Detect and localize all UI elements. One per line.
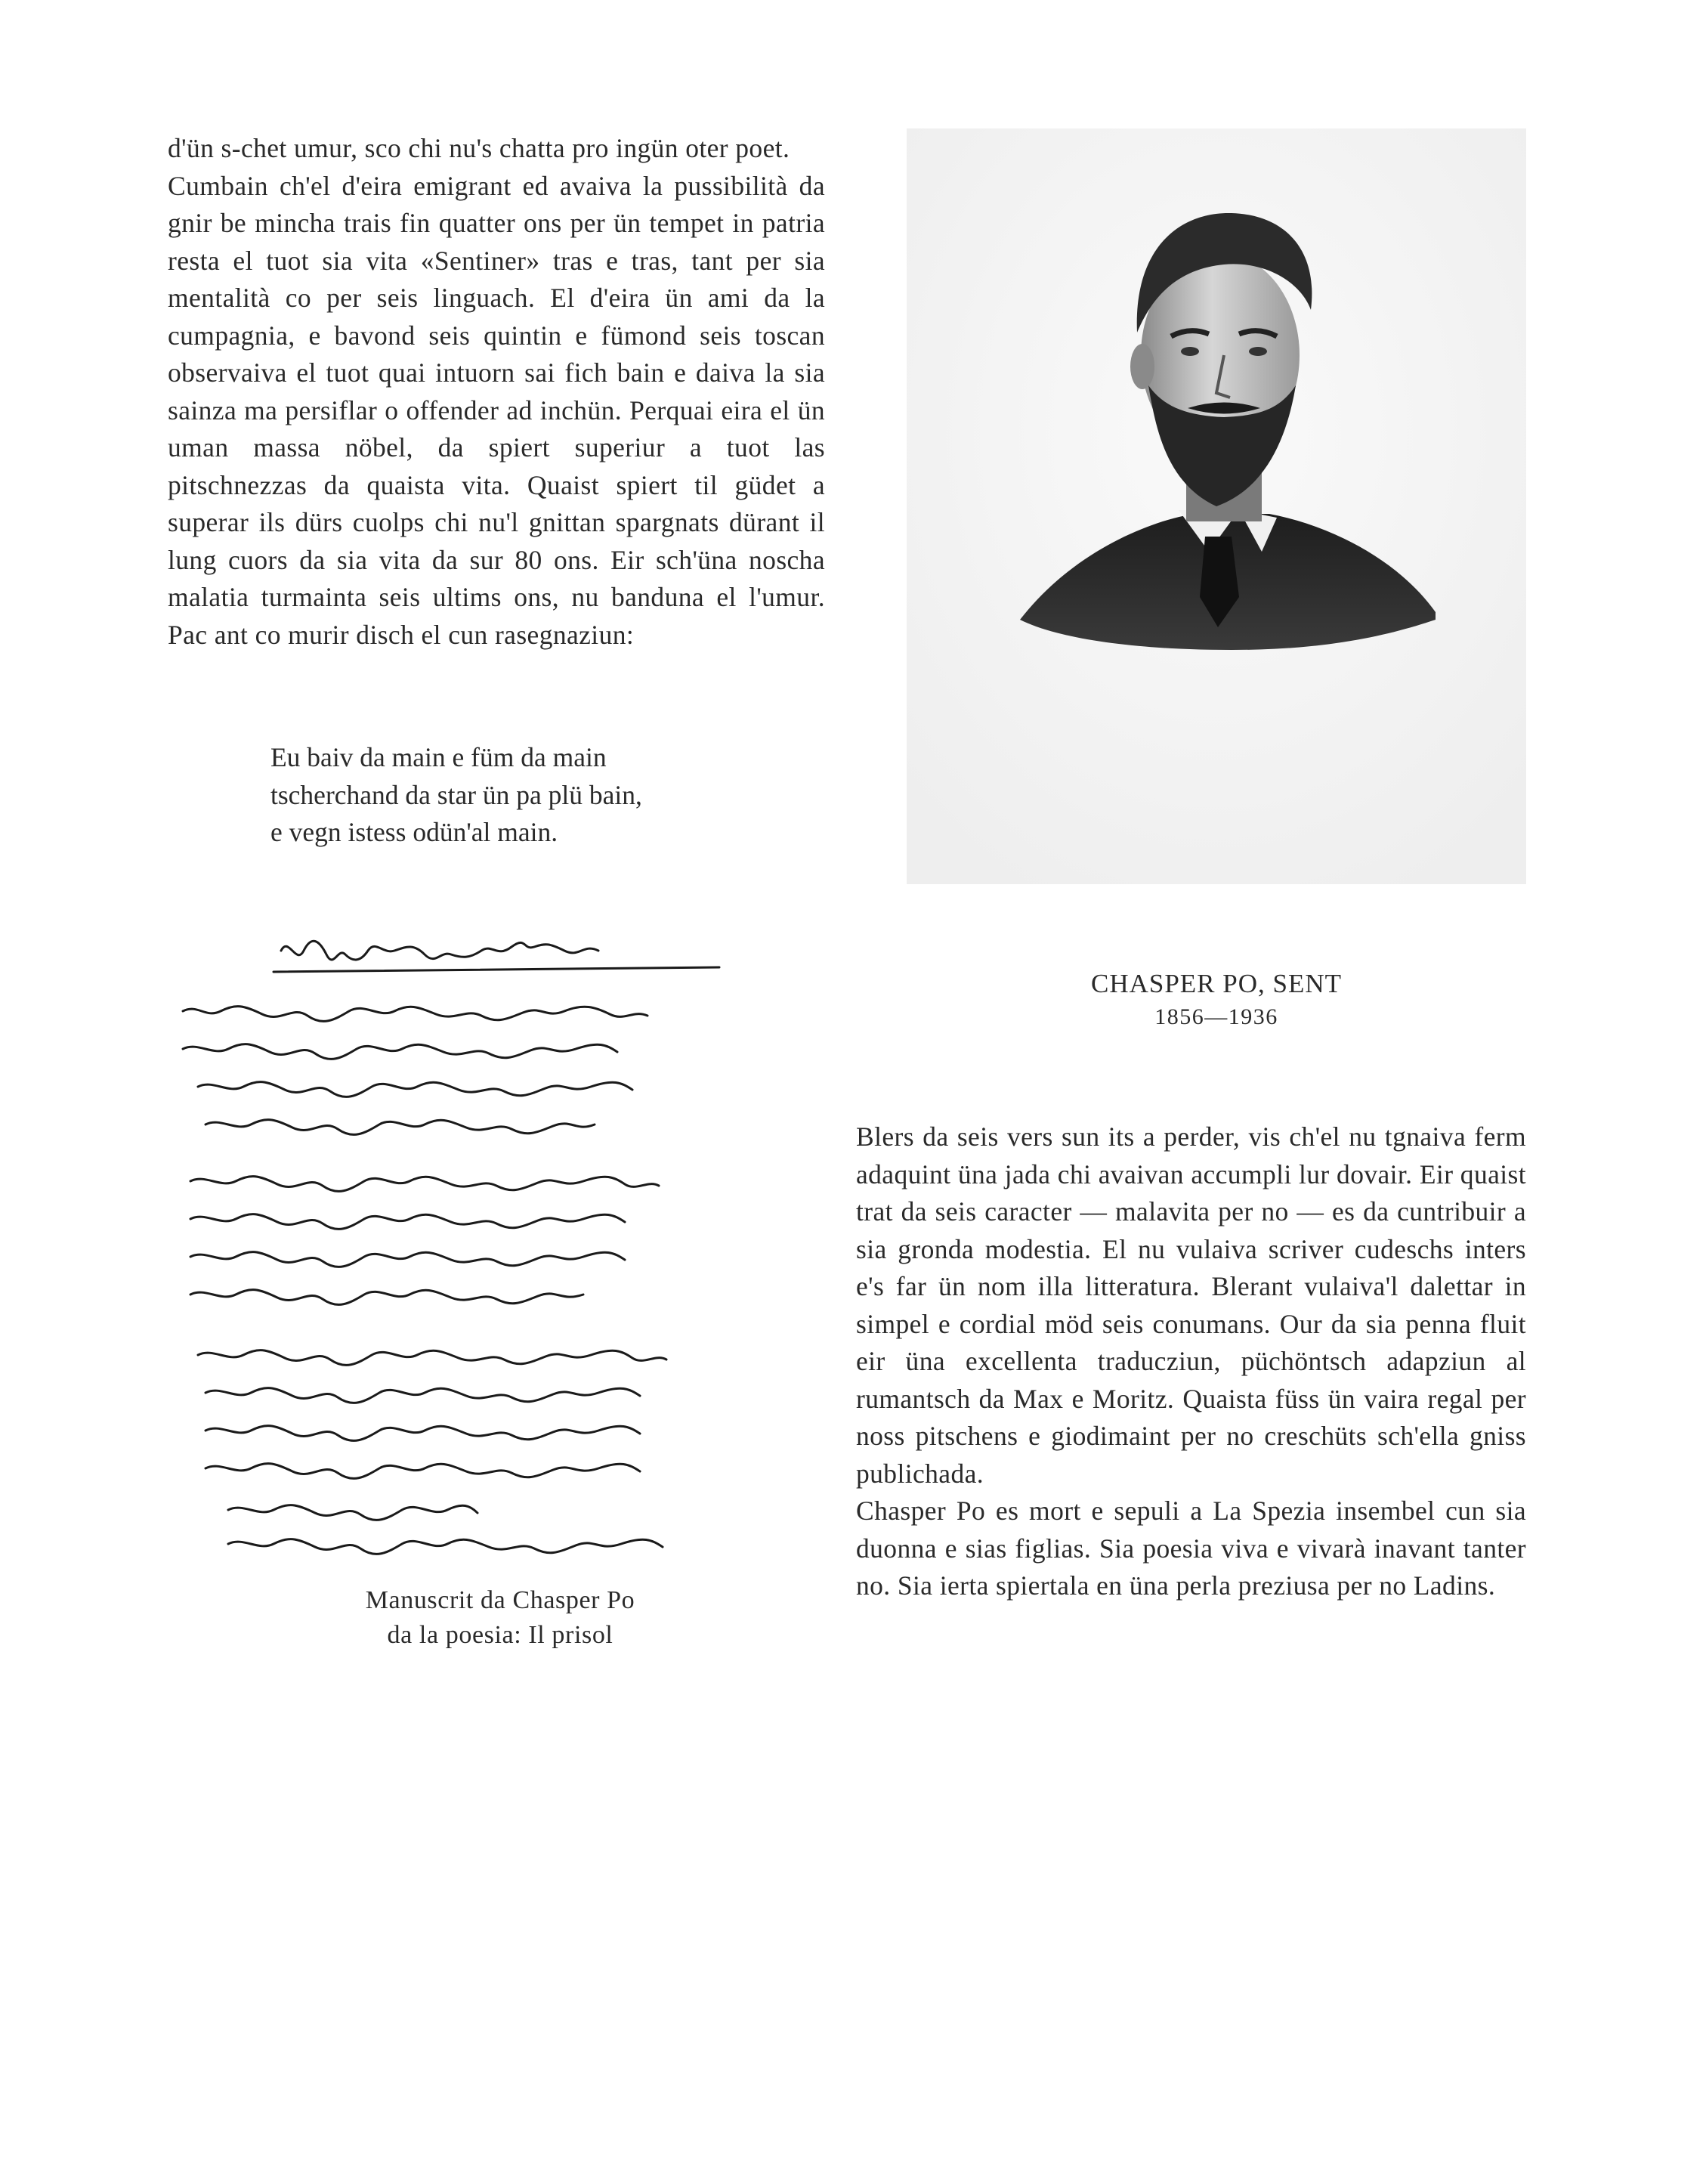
manuscript-caption: [168, 1583, 833, 1653]
portrait-years: 1856—1936: [1154, 1004, 1278, 1029]
right-column-text: [856, 1118, 1526, 1605]
portrait-photo: [907, 128, 1526, 884]
manuscript-caption-line: da la poesia: Il prisol: [387, 1621, 613, 1649]
left-column-text: [168, 130, 825, 654]
right-paragraph-2: Chasper Po es mort e sepuli a La Spezia insembel cun sia duonna e sias figlias. Sia poesia viva e vivarà inavant tanter no. Sia ierta spiertala en üna perla preziusa per no Ladins.: [856, 1496, 1526, 1601]
left-paragraph-2: Cumbain ch'el d'eira emigrant ed avaiva la pussibilità da gnir be mincha trais fin quatter ons per ün tempet in patria resta el tuot sia vita «Sentiner» tras e tras, tant per sia mentalità co per seis linguach. El d'eira ün ami da la cumpagnia, e bavond seis quintin e fümond seis toscan observaiva el tuot quai intuorn sai fich bain e daiva la sia sainza ma persiflar o offender ad inchün. Perquai eira el ün uman massa nöbel, da spiert superiur a tuot las pitschnezzas da quaista vita. Quaist spiert til güdet a superar ils dürs cuolps chi nu'l gnittan spargnats dürant il lung cuors da sia vita da sur 80 ons. Eir sch'üna noscha malatia turmainta seis ultims ons, nu banduna el l'umur. Pac ant co murir disch el cun rasegnaziun:: [168, 170, 825, 650]
portrait-caption: [907, 967, 1526, 1034]
manuscript-image: [168, 920, 833, 1563]
poem-quote: [270, 739, 799, 852]
poem-line: tscherchand da star ün pa plü bain,: [270, 779, 642, 810]
handwritten-manuscript: [168, 920, 833, 1563]
poem-line: Eu baiv da main e füm da main: [270, 742, 607, 772]
portrait-image: [907, 128, 1526, 884]
right-paragraph-1: Blers da seis vers sun its a perder, vis ch'el nu tgnaiva ferm adaquint üna jada chi avaivan accumpli lur dovair. Eir quaist trat da seis caracter — malavita per no — es da cuntribuir a sia gronda modestia. El nu vulaiva scriver cudeschs inters e's far ün nom illa litteratura. Blerant vulaiva'l dalettar in simpel e cordial möd seis conumans. Our da sia penna fluit eir üna excellenta traducziun, püchöntsch adapziun al rumantsch da Max e Moritz. Quaista füss ün vaira regal per noss pitschens e giodimaint per no creschüts sch'ella gniss publichada.: [856, 1121, 1526, 1489]
left-paragraph-1: d'ün s-chet umur, sco chi nu's chatta pro ingün oter poet.: [168, 133, 790, 163]
manuscript-caption-line: Manuscrit da Chasper Po: [365, 1586, 635, 1614]
poem-line: e vegn istess odün'al main.: [270, 817, 558, 847]
portrait-name: CHASPER PO, SENT: [1090, 969, 1343, 998]
